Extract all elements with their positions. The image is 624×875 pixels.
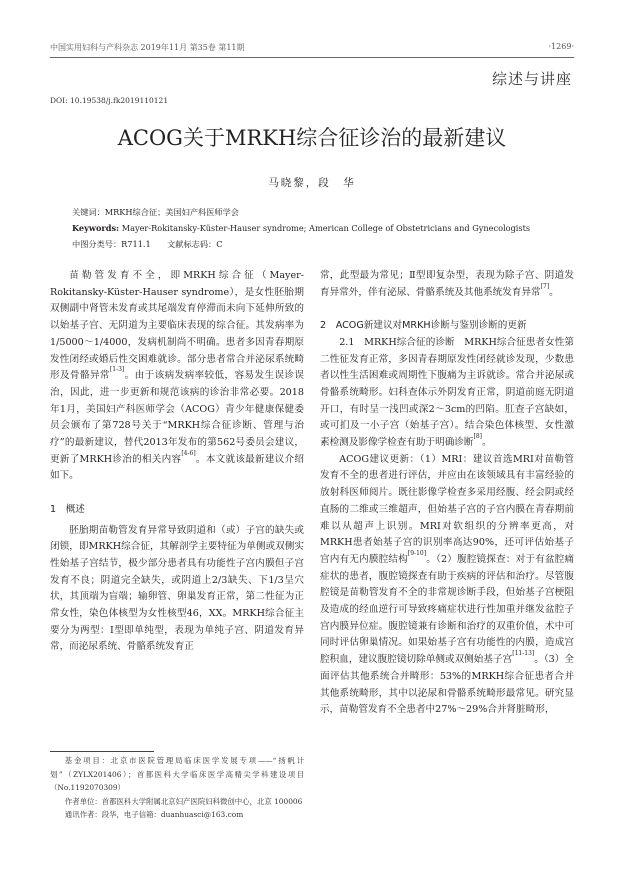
citation[interactable]: [7] <box>540 282 550 290</box>
text: 。本文就该最新建议介绍如下。 <box>50 453 304 482</box>
overview-continued <box>320 268 574 301</box>
text: 。 <box>549 286 559 298</box>
text: ACOG建议更新：（1）MRI：建议首选MRI对苗勒管发育不全的患者进行评估，并应由在该领域具有丰富经验的放射科医师阅片。既往影像学检查多采用经腹、经会阴或经直肠的二维或三维超声，但始基子宫的子宫内膜在青春期前难以从超声上识别。MRI对软组织的分辨率更高，对MRKH患者始基子宫的识别率高达90%，还可评估始基子宫内有无内膜腔结构 <box>320 453 574 565</box>
article-title: ACOG关于MRKH综合征诊治的最新建议 <box>117 126 507 150</box>
keywords-en-text: Mayer-Rokitansky-Küster-Hauser syndrome; American College of Obstetricians and Gynecologists <box>119 223 531 233</box>
citation[interactable]: [11-13] <box>512 650 535 658</box>
fund-note: 基金项目：北京市医院管理局临床医学发展专项——“扬帆计划”（ZYLX201406）；首都医科大学临床医学高精尖学科建设项目（No.1192070309） <box>50 756 304 793</box>
page-number: ·1269· <box>548 42 574 51</box>
journal-header: 中国实用妇科与产科杂志 2019年11月 第35卷 第11期 <box>50 43 245 52</box>
section-heading-1: 1 概述 <box>50 503 85 515</box>
acog-update-paragraph <box>320 452 574 719</box>
footnotes <box>50 754 304 822</box>
left-column <box>50 268 304 656</box>
text: 。由于该病发病率较低，容易发生误诊误治，因此，进一步更新和规范该病的诊治非常必要。2018年1月，美国妇产科医师学会（ACOG）青少年健康保健委员会颁布了第728号关于“MRKH综合征诊断、管理与治疗”的最新建议，替代2013年发布的第562号委员会建议，更新了MRKH诊治的相关内容 <box>50 370 305 465</box>
classification: 中图分类号：R711.1 文献标志码：C <box>72 239 223 249</box>
section-label: 综述与讲座 <box>491 70 572 88</box>
header-rule <box>50 57 574 58</box>
diagnosis-paragraph <box>320 335 574 452</box>
text: 。（3）全面评估其他系统合并畸形：53%的MRKH综合征患者合并其他系统畸形，其中以泌尿和骨骼系统畸形最常见。研究显示，苗勒管发育不全患者中27%～29%合并肾脏畸形， <box>320 654 575 716</box>
affiliation-note: 作者单位：首都医科大学附属北京妇产医院妇科微创中心，北京 100006 <box>64 796 303 806</box>
text: 苗勒管发育不全，即MRKH综合征（Mayer-Rokitansky-Küster-Hauser syndrome），是女性胚胎期双侧副中肾管未发育或其尾端发育停滞而未向下延伸所致的以始基子宫、无阴道为主要临床表现的综合征。其发病率为1/5000～1/4000，发病机制尚不明确。患者多因青春期原发性闭经或婚后性交困难就诊。部分患者常合并泌尿系统畸形及骨骼异常 <box>50 270 304 382</box>
section-heading-2: 2 ACOG新建议对MRKH诊断与鉴别诊断的更新 <box>320 320 527 332</box>
keywords-cn: 关键词：MRKH综合征；美国妇产科医师学会 <box>72 207 239 217</box>
citation[interactable]: [9-10] <box>407 549 427 557</box>
authors: 马晓黎，段 华 <box>268 177 356 189</box>
doi: DOI: 10.19538/j.fk2019110121 <box>50 96 169 105</box>
intro-paragraph <box>50 268 304 485</box>
citation[interactable]: [8] <box>473 433 482 441</box>
corresponding-note: 通讯作者：段华，电子信箱：duanhuasci@163.com <box>64 810 244 820</box>
right-column <box>320 268 574 719</box>
overview-paragraph: 胚胎期苗勒管发育异常导致阴道和（或）子宫的缺失或闭锁，即MRKH综合征，其解剖学主要特征为单侧或双侧实性始基子宫结节，极少部分患者具有功能性子宫内膜但子宫发育不良；阴道完全缺失，或阴道上2/3缺失、下1/3呈穴状，其顶端为盲端；输卵管、卵巢发育正常，第二性征为正常女性，染色体核型为女性核型46，XX。MRKH综合征主要分为两型：Ⅰ型即单纯型，表现为单纯子宫、阴道发育异常，而泌尿系统、骨骼系统发育正 <box>50 524 304 653</box>
citation[interactable]: [1-3] <box>109 366 125 374</box>
footnote-rule <box>50 751 154 752</box>
text: 常，此型最为常见；Ⅱ型即复杂型，表现为除子宫、阴道发育异常外，伴有泌尿、骨骼系统及其他系统发育异常 <box>320 270 574 298</box>
text: 。 <box>482 437 492 449</box>
citation[interactable]: [4-6] <box>181 449 196 457</box>
keywords-en-label: Keywords: <box>72 223 120 233</box>
keywords-en <box>72 221 530 235</box>
text: 。（2）腹腔镜探查：对于有盆腔痛症状的患者，腹腔镜探查有助于疾病的评估和治疗。尽管腹腔镜是苗勒管发育不全的非常规诊断手段，但始基子宫梗阻及造成的经血逆行可导致疼痛症状进行性加重并继发盆腔子宫内膜异位症。腹腔镜兼有诊断和治疗的双重价值，术中可同时评估卵巢情况。如果始基子宫有功能性的内膜，造成宫腔积血，建议腹腔镜切除单侧或双侧始基子宫 <box>320 553 575 666</box>
text: 2.1 MRKH综合征的诊断 MRKH综合征患者女性第二性征发育正常，多因青春期原发性闭经就诊发现，少数患者以性生活困难或周期性下腹痛为主诉就诊。常合并泌尿或骨骼系统畸形。妇科查体示外阴发育正常，阴道前庭无阴道开口，有时呈一浅凹或深2～3cm的凹陷。肛查子宫缺如，或可扪及一小子宫（始基子宫）。结合染色体核型、女性激素检测及影像学检查有助于明确诊断 <box>320 336 574 449</box>
